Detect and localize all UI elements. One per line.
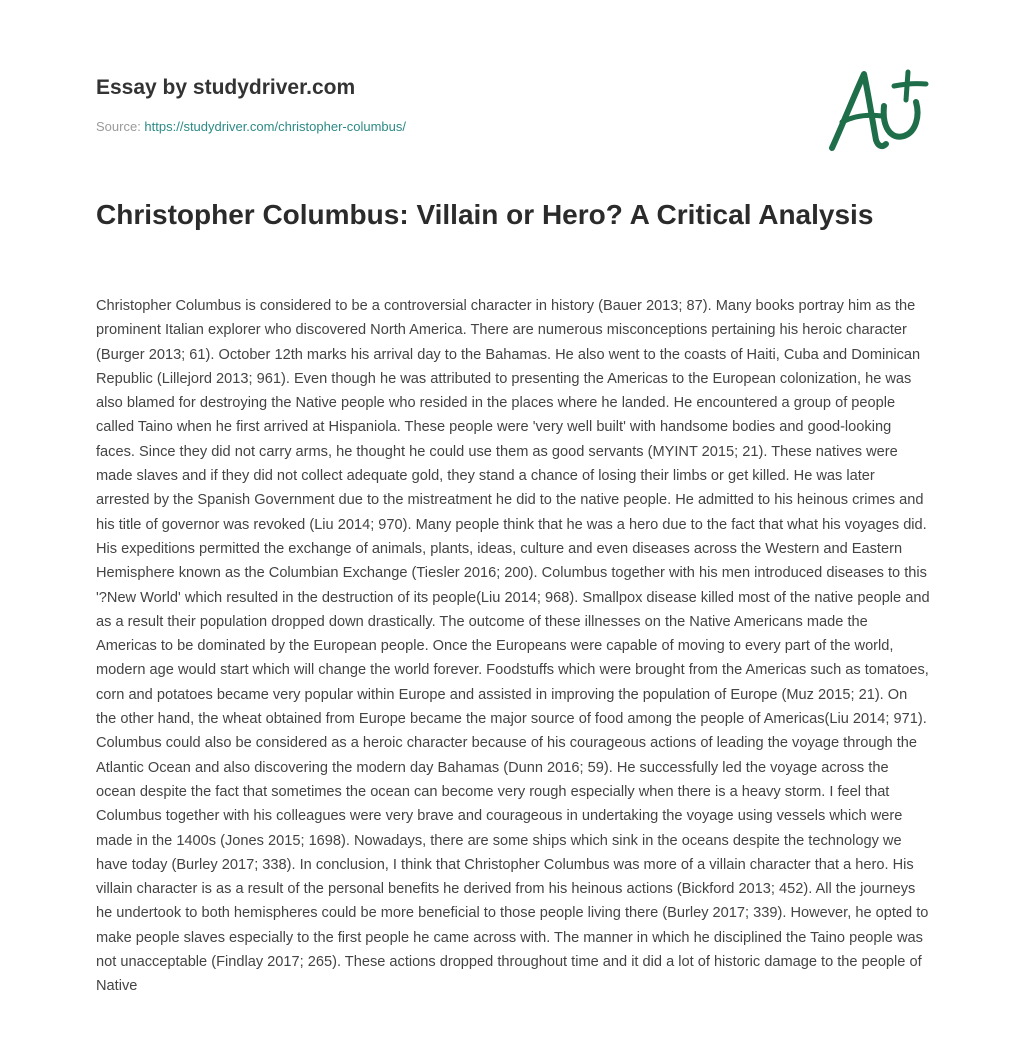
a-plus-logo — [824, 66, 934, 154]
source-label: Source: — [96, 119, 145, 134]
essay-title: Christopher Columbus: Villain or Hero? A Critical Analysis — [96, 199, 874, 230]
site-title: Essay by studydriver.com — [96, 76, 356, 99]
source-link[interactable]: https://studydriver.com/christopher-columbus/ — [144, 119, 406, 134]
essay-body: Christopher Columbus is considered to be a controversial character in history (Bauer 2013; 87). Many books portray him as the prominent Italian explorer who discovered North America. There are numerous misconceptions pertaining his heroic character (Burger 2013; 61). October 12th marks his arrival day to the Bahamas. He also went to the coasts of Haiti, Cuba and Dominican Republic (Lillejord 2013; 961). Even though he was attributed to presenting the Americas to the European colonization, he was also blamed for destroying the Native people who resided in the places where he landed. He encountered a group of people called Taino when he first arrived at Hispaniola. These people were 'very well built' with handsome bodies and good-looking faces. Since they did not carry arms, he thought he could use them as good servants (MYINT 2015; 21). These natives were made slaves and if they did not collect adequate gold, they stand a chance of losing their limbs or get killed. He was later arrested by the Spanish Government due to the mistreatment he did to the native people. He admitted to his heinous crimes and his title of governor was revoked (Liu 2014; 970). Many people think that he was a hero due to the fact that what his voyages did. His expeditions permitted the exchange of animals, plants, ideas, culture and even diseases across the Western and Eastern Hemisphere known as the Columbian Exchange (Tiesler 2016; 200). Columbus together with his men introduced diseases to this '?New World' which resulted in the destruction of its people(Liu 2014; 968). Smallpox disease killed most of the native people and as a result their population dropped down drastically. The outcome of these illnesses on the Native Americans made the Americas to be dominated by the European people. Once the Europeans were capable of moving to every part of the world, modern age would start which will change the world forever. Foodstuffs which were brought from the Americas such as tomatoes, corn and potatoes became very popular within Europe and assisted in improving the population of Europe (Muz 2015; 21). On the other hand, the wheat obtained from Europe became the major source of food among the people of Americas(Liu 2014; 971). Columbus could also be considered as a heroic character because of his courageous actions of leading the voyage through the Atlantic Ocean and also discovering the modern day Bahamas (Dunn 2016; 59). He successfully led the voyage across the ocean despite the fact that sometimes the ocean can become very rough especially when there is a heavy storm. I feel that Columbus together with his colleagues were very brave and courageous in undertaking the voyage using vessels which were made in the 1400s (Jones 2015; 1698). Nowadays, there are some ships which sink in the oceans despite the technology we have today (Burley 2017; 338). In conclusion, I think that Christopher Columbus was more of a villain character that a hero. His villain character is as a result of the personal benefits he derived from his heinous actions (Bickford 2013; 452). All the journeys he undertook to both hemispheres could be more beneficial to those people living there (Burley 2017; 339). However, he opted to make people slaves especially to the first people he came across with. The manner in which he disciplined the Taino people was not unacceptable (Findlay 2017; 265). These actions dropped throughout time and it did a lot of historic damage to the people of Native — [96, 298, 930, 995]
source-line — [96, 118, 796, 136]
essay-header — [96, 74, 796, 136]
a-plus-logo-icon — [824, 66, 934, 154]
